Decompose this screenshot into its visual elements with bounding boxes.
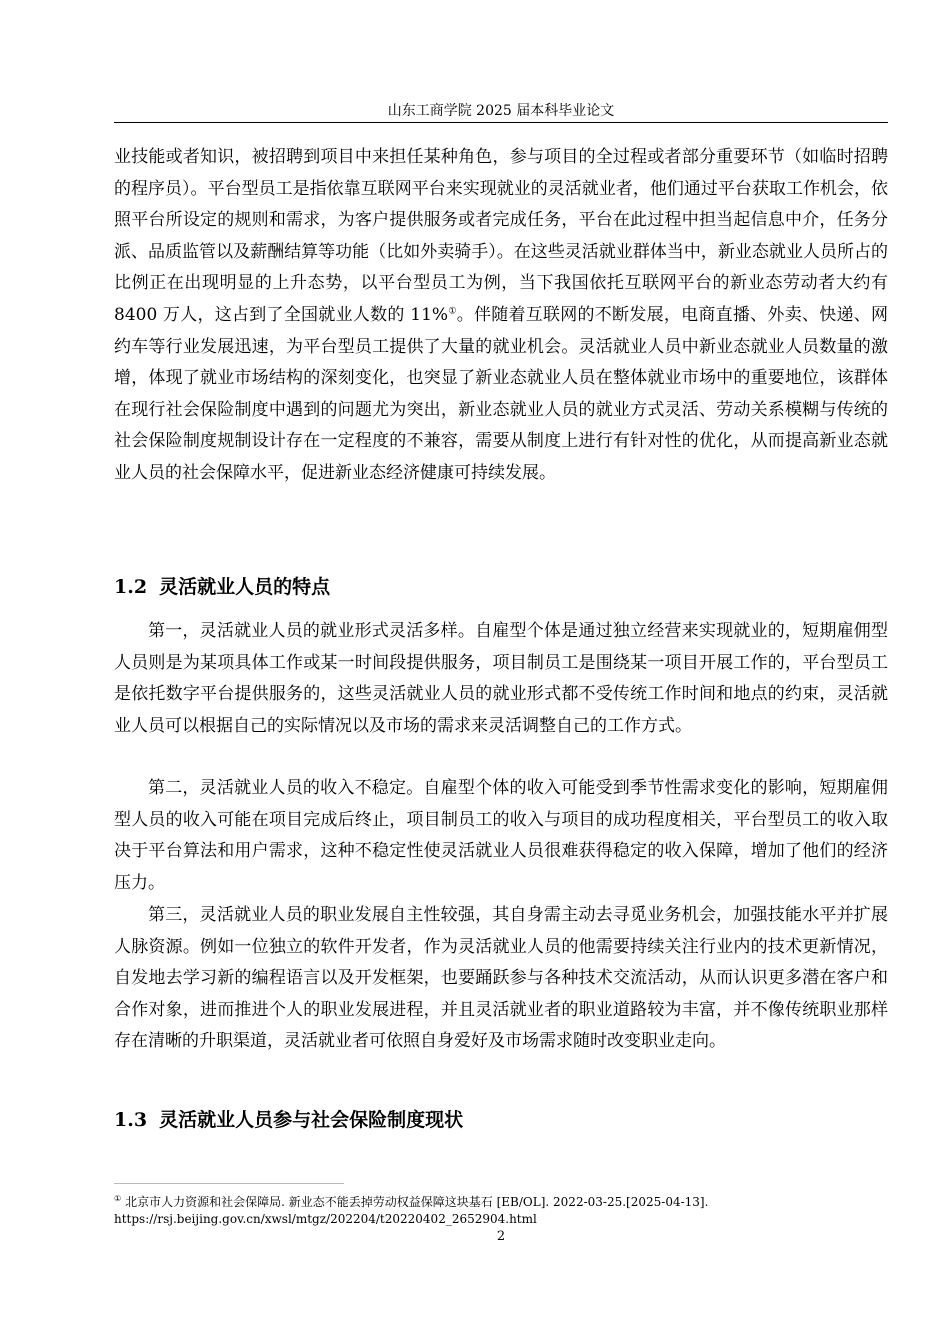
footnote-mark: ① [114, 1194, 122, 1203]
section-heading-1-2 [114, 573, 330, 601]
paragraph-third: 第三，灵活就业人员的职业发展自主性较强，其自身需主动去寻觅业务机会，加强技能水平并扩展人脉资源。例如一位独立的软件开发者，作为灵活就业人员的他需要持续关注行业内的技术更新情况，自发地去学习新的编程语言以及开发框架，也要踊跃参与各种技术交流活动，从而认识更多潜在客户和合作对象，进而推进个人的职业发展进程，并且灵活就业者的职业道路较为丰富，并不像传统职业那样存在清晰的升职渠道，灵活就业者可依照自身爱好及市场需求随时改变职业走向。 [114, 905, 888, 1052]
page-number: 2 [496, 1229, 506, 1244]
section-title: 灵活就业人员参与社会保险制度现状 [159, 1109, 464, 1131]
paragraph-text: 业技能或者知识，被招聘到项目中来担任某种角色，参与项目的全过程或者部分重要环节（如临时招聘的程序员）。平台型员工是指依靠互联网平台来实现就业的灵活就业者，他们通过平台获取工作机会，依照平台所设定的规则和需求，为客户提供服务或者完成任务，平台在此过程中担当起信息中介，任务分派、品质监管以及薪酬结算等功能（比如外卖骑手）。在这些灵活就业群体当中，新业态就业人员所占的比例正在出现明显的上升态势，以平台型员工为例，当下我国依托互联网平台的新业态劳动者大约有 8400 万人，这占到了全国就业人数的 11% [114, 147, 888, 325]
running-header: 山东工商学院 2025 届本科毕业论文 [387, 103, 615, 119]
footnote-citation: 北京市人力资源和社会保障局. 新业态不能丢掉劳动权益保障这块基石 [EB/OL]. 2022-03-25.[2025-04-13]. [125, 1195, 709, 1209]
section-title: 灵活就业人员的特点 [159, 576, 331, 598]
footnote-url[interactable]: https://rsj.beijing.gov.cn/xwsl/mtgz/202204/t20220402_2652904.html [114, 1212, 537, 1226]
paragraph-text: 。伴随着互联网的不断发展，电商直播、外卖、快递、网约车等行业发展迅速，为平台型员工提供了大量的就业机会。灵活就业人员中新业态就业人员数量的激增，体现了就业市场结构的深刻变化，也突显了新业态就业人员在整体就业市场中的重要地位，该群体在现行社会保险制度中遇到的问题尤为突出，新业态就业人员的就业方式灵活、劳动关系模糊与传统的社会保险制度规制设计存在一定程度的不兼容，需要从制度上进行有针对性的优化，从而提高新业态就业人员的社会保障水平，促进新业态经济健康可持续发展。 [114, 304, 889, 483]
paragraph-first: 第一，灵活就业人员的就业形式灵活多样。自雇型个体是通过独立经营来实现就业的，短期雇佣型人员则是为某项具体工作或某一时间段提供服务，项目制员工是围绕某一项目开展工作的，平台型员工是依托数字平台提供服务的，这些灵活就业人员的就业形式都不受传统工作时间和地点的约束，灵活就业人员可以根据自己的实际情况以及市场的需求来灵活调整自己的工作方式。 [114, 621, 888, 736]
footnote-line-1 [114, 1194, 888, 1211]
header-rule [114, 122, 888, 123]
section-number: 1.3 [114, 1109, 148, 1131]
section-number: 1.2 [114, 576, 148, 598]
section-heading-1-3 [114, 1106, 463, 1134]
footnote [114, 1194, 888, 1228]
paragraph-continuation [114, 142, 888, 490]
footnote-rule [114, 1183, 344, 1184]
paragraph-second: 第二，灵活就业人员的收入不稳定。自雇型个体的收入可能受到季节性需求变化的影响，短期雇佣型人员的收入可能在项目完成后终止，项目制员工的收入与项目的成功程度相关，平台型员工的收入取决于平台算法和用户需求，这种不稳定性使灵活就业人员很难获得稳定的收入保障，增加了他们的经济压力。 [114, 778, 888, 893]
footnote-reference[interactable]: ① [448, 306, 457, 317]
